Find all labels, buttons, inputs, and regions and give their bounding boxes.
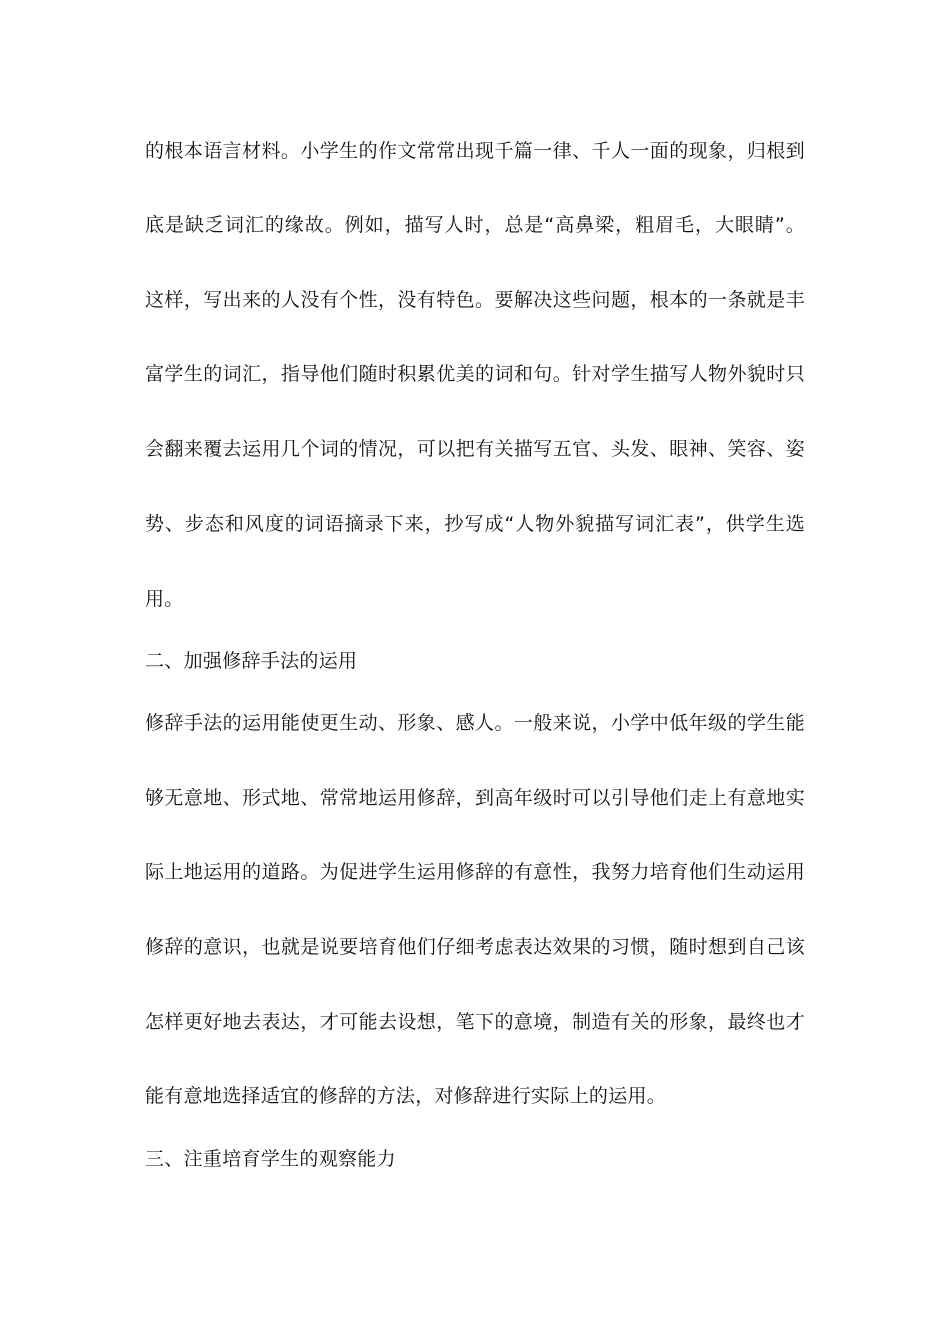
paragraph-line: 会翻来覆去运用几个词的情况，可以把有关描写五官、头发、眼神、笑容、姿 bbox=[145, 438, 805, 460]
paragraph-line: 能有意地选择适宜的修辞的方法，对修辞进行实际上的运用。 bbox=[145, 1085, 667, 1107]
paragraph-line: 际上地运用的道路。为促进学生运用修辞的有意性，我努力培育他们生动运用 bbox=[145, 861, 805, 883]
paragraph-line: 的根本语言材料。小学生的作文常常出现千篇一律、千人一面的现象，归根到 bbox=[145, 140, 805, 162]
section-heading: 三、注重培育学生的观察能力 bbox=[145, 1148, 396, 1170]
section-heading: 二、加强修辞手法的运用 bbox=[145, 650, 358, 672]
paragraph-line: 修辞的意识，也就是说要培育他们仔细考虑表达效果的习惯，随时想到自己该 bbox=[145, 936, 805, 958]
paragraph-line: 富学生的词汇，指导他们随时积累优美的词和句。针对学生描写人物外貌时只 bbox=[145, 363, 805, 385]
paragraph-line: 怎样更好地去表达，才可能去设想，笔下的意境，制造有关的形象，最终也才 bbox=[145, 1011, 805, 1033]
paragraph-line: 用。 bbox=[145, 588, 184, 610]
paragraph-line: 底是缺乏词汇的缘故。例如，描写人时，总是“高鼻梁，粗眉毛，大眼睛”。 bbox=[145, 214, 805, 236]
paragraph-line: 势、步态和风度的词语摘录下来，抄写成“人物外貌描写词汇表”，供学生选 bbox=[145, 513, 805, 535]
paragraph-line: 够无意地、形式地、常常地运用修辞，到高年级时可以引导他们走上有意地实 bbox=[145, 787, 805, 809]
paragraph-line: 修辞手法的运用能使更生动、形象、感人。一般来说，小学中低年级的学生能 bbox=[145, 712, 805, 734]
paragraph-line: 这样，写出来的人没有个性，没有特色。要解决这些问题，根本的一条就是丰 bbox=[145, 289, 805, 311]
